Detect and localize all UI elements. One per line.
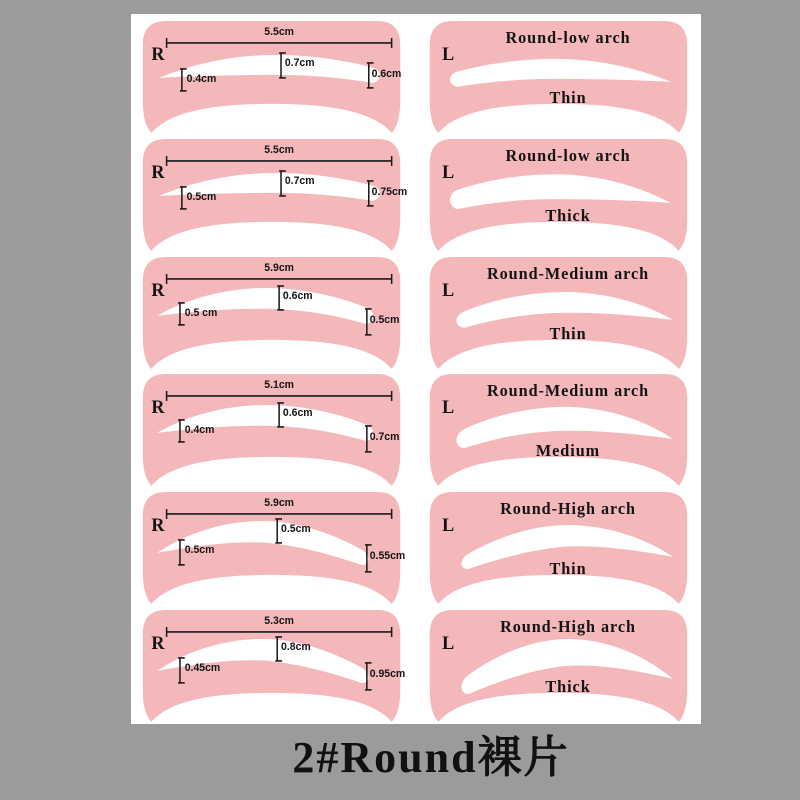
width-measurement: 5.9cm xyxy=(264,261,294,274)
side-label-l: L xyxy=(442,279,455,301)
width-measurement: 5.1cm xyxy=(264,379,294,392)
side-label-r: R xyxy=(151,397,165,419)
width-measurement: 5.5cm xyxy=(264,25,294,39)
front-thickness-measurement: 0.4cm xyxy=(186,72,217,85)
width-measurement: 5.5cm xyxy=(264,143,294,156)
style-name-label: Round-low arch xyxy=(505,27,631,48)
arch-thickness-measurement: 0.8cm xyxy=(281,640,311,654)
right-stencil xyxy=(138,487,405,605)
left-stencil-graphic xyxy=(425,16,692,134)
left-stencil xyxy=(425,605,692,723)
front-thickness-measurement: 0.4cm xyxy=(184,424,215,437)
thickness-label: Thin xyxy=(549,323,587,343)
stencil-sheet xyxy=(131,14,701,724)
style-name-label: Round-High arch xyxy=(500,616,637,637)
arch-thickness-measurement: 0.7cm xyxy=(284,56,315,69)
front-thickness-measurement: 0.5cm xyxy=(184,544,215,557)
width-measurement: 5.9cm xyxy=(264,497,294,510)
thickness-label: Thin xyxy=(549,87,587,107)
right-stencil-graphic xyxy=(138,252,405,370)
right-stencil-graphic xyxy=(138,487,405,605)
stencil-row xyxy=(138,487,692,605)
side-label-l: L xyxy=(442,632,455,655)
left-stencil-graphic xyxy=(425,252,692,370)
right-stencil-graphic xyxy=(138,134,408,252)
style-name-label: Round-low arch xyxy=(505,145,631,165)
width-measurement: 5.3cm xyxy=(264,614,294,628)
left-stencil xyxy=(425,252,692,370)
front-thickness-measurement: 0.5 cm xyxy=(184,306,218,319)
stencil-row xyxy=(138,605,692,723)
tail-thickness-measurement: 0.55cm xyxy=(369,550,406,563)
side-label-r: R xyxy=(151,514,165,537)
product-caption: 2#Round裸片 xyxy=(292,733,570,782)
right-stencil xyxy=(138,134,408,252)
thickness-label: Thick xyxy=(545,205,591,225)
thickness-label: Thick xyxy=(545,676,591,697)
left-stencil-graphic xyxy=(425,605,692,723)
stencil-row xyxy=(138,369,692,487)
stencil-row xyxy=(138,134,692,252)
tail-thickness-measurement: 0.75cm xyxy=(371,185,408,198)
right-stencil-graphic xyxy=(138,605,405,723)
left-stencil xyxy=(425,134,692,252)
left-stencil xyxy=(425,369,692,487)
thickness-label: Thin xyxy=(549,558,587,579)
side-label-r: R xyxy=(151,632,165,655)
left-stencil xyxy=(425,487,692,605)
style-name-label: Round-Medium arch xyxy=(486,263,650,283)
arch-thickness-measurement: 0.6cm xyxy=(282,289,313,302)
side-label-r: R xyxy=(151,279,165,301)
style-name-label: Round-Medium arch xyxy=(486,381,650,401)
right-stencil xyxy=(138,369,405,487)
left-stencil xyxy=(425,16,692,134)
arch-thickness-measurement: 0.6cm xyxy=(282,407,313,420)
side-label-l: L xyxy=(442,161,455,183)
front-thickness-measurement: 0.5cm xyxy=(186,190,217,203)
side-label-r: R xyxy=(151,161,165,183)
side-label-l: L xyxy=(442,514,455,537)
tail-thickness-measurement: 0.6cm xyxy=(371,67,402,80)
side-label-r: R xyxy=(151,43,165,66)
thickness-label: Medium xyxy=(535,441,601,461)
right-stencil xyxy=(138,605,405,723)
arch-thickness-measurement: 0.7cm xyxy=(284,174,315,187)
right-stencil xyxy=(138,252,405,370)
right-stencil-graphic xyxy=(138,16,405,134)
side-label-l: L xyxy=(442,43,455,66)
right-stencil-graphic xyxy=(138,369,405,487)
tail-thickness-measurement: 0.5cm xyxy=(369,313,400,326)
side-label-l: L xyxy=(442,397,455,419)
left-stencil-graphic xyxy=(425,134,692,252)
arch-thickness-measurement: 0.5cm xyxy=(281,523,311,536)
left-stencil-graphic xyxy=(425,487,692,605)
style-name-label: Round-High arch xyxy=(500,498,637,519)
tail-thickness-measurement: 0.95cm xyxy=(369,667,406,681)
front-thickness-measurement: 0.45cm xyxy=(184,661,221,675)
stencil-row xyxy=(138,16,692,134)
tail-thickness-measurement: 0.7cm xyxy=(369,431,400,444)
stencil-row xyxy=(138,252,692,370)
left-stencil-graphic xyxy=(425,369,692,487)
right-stencil xyxy=(138,16,405,134)
